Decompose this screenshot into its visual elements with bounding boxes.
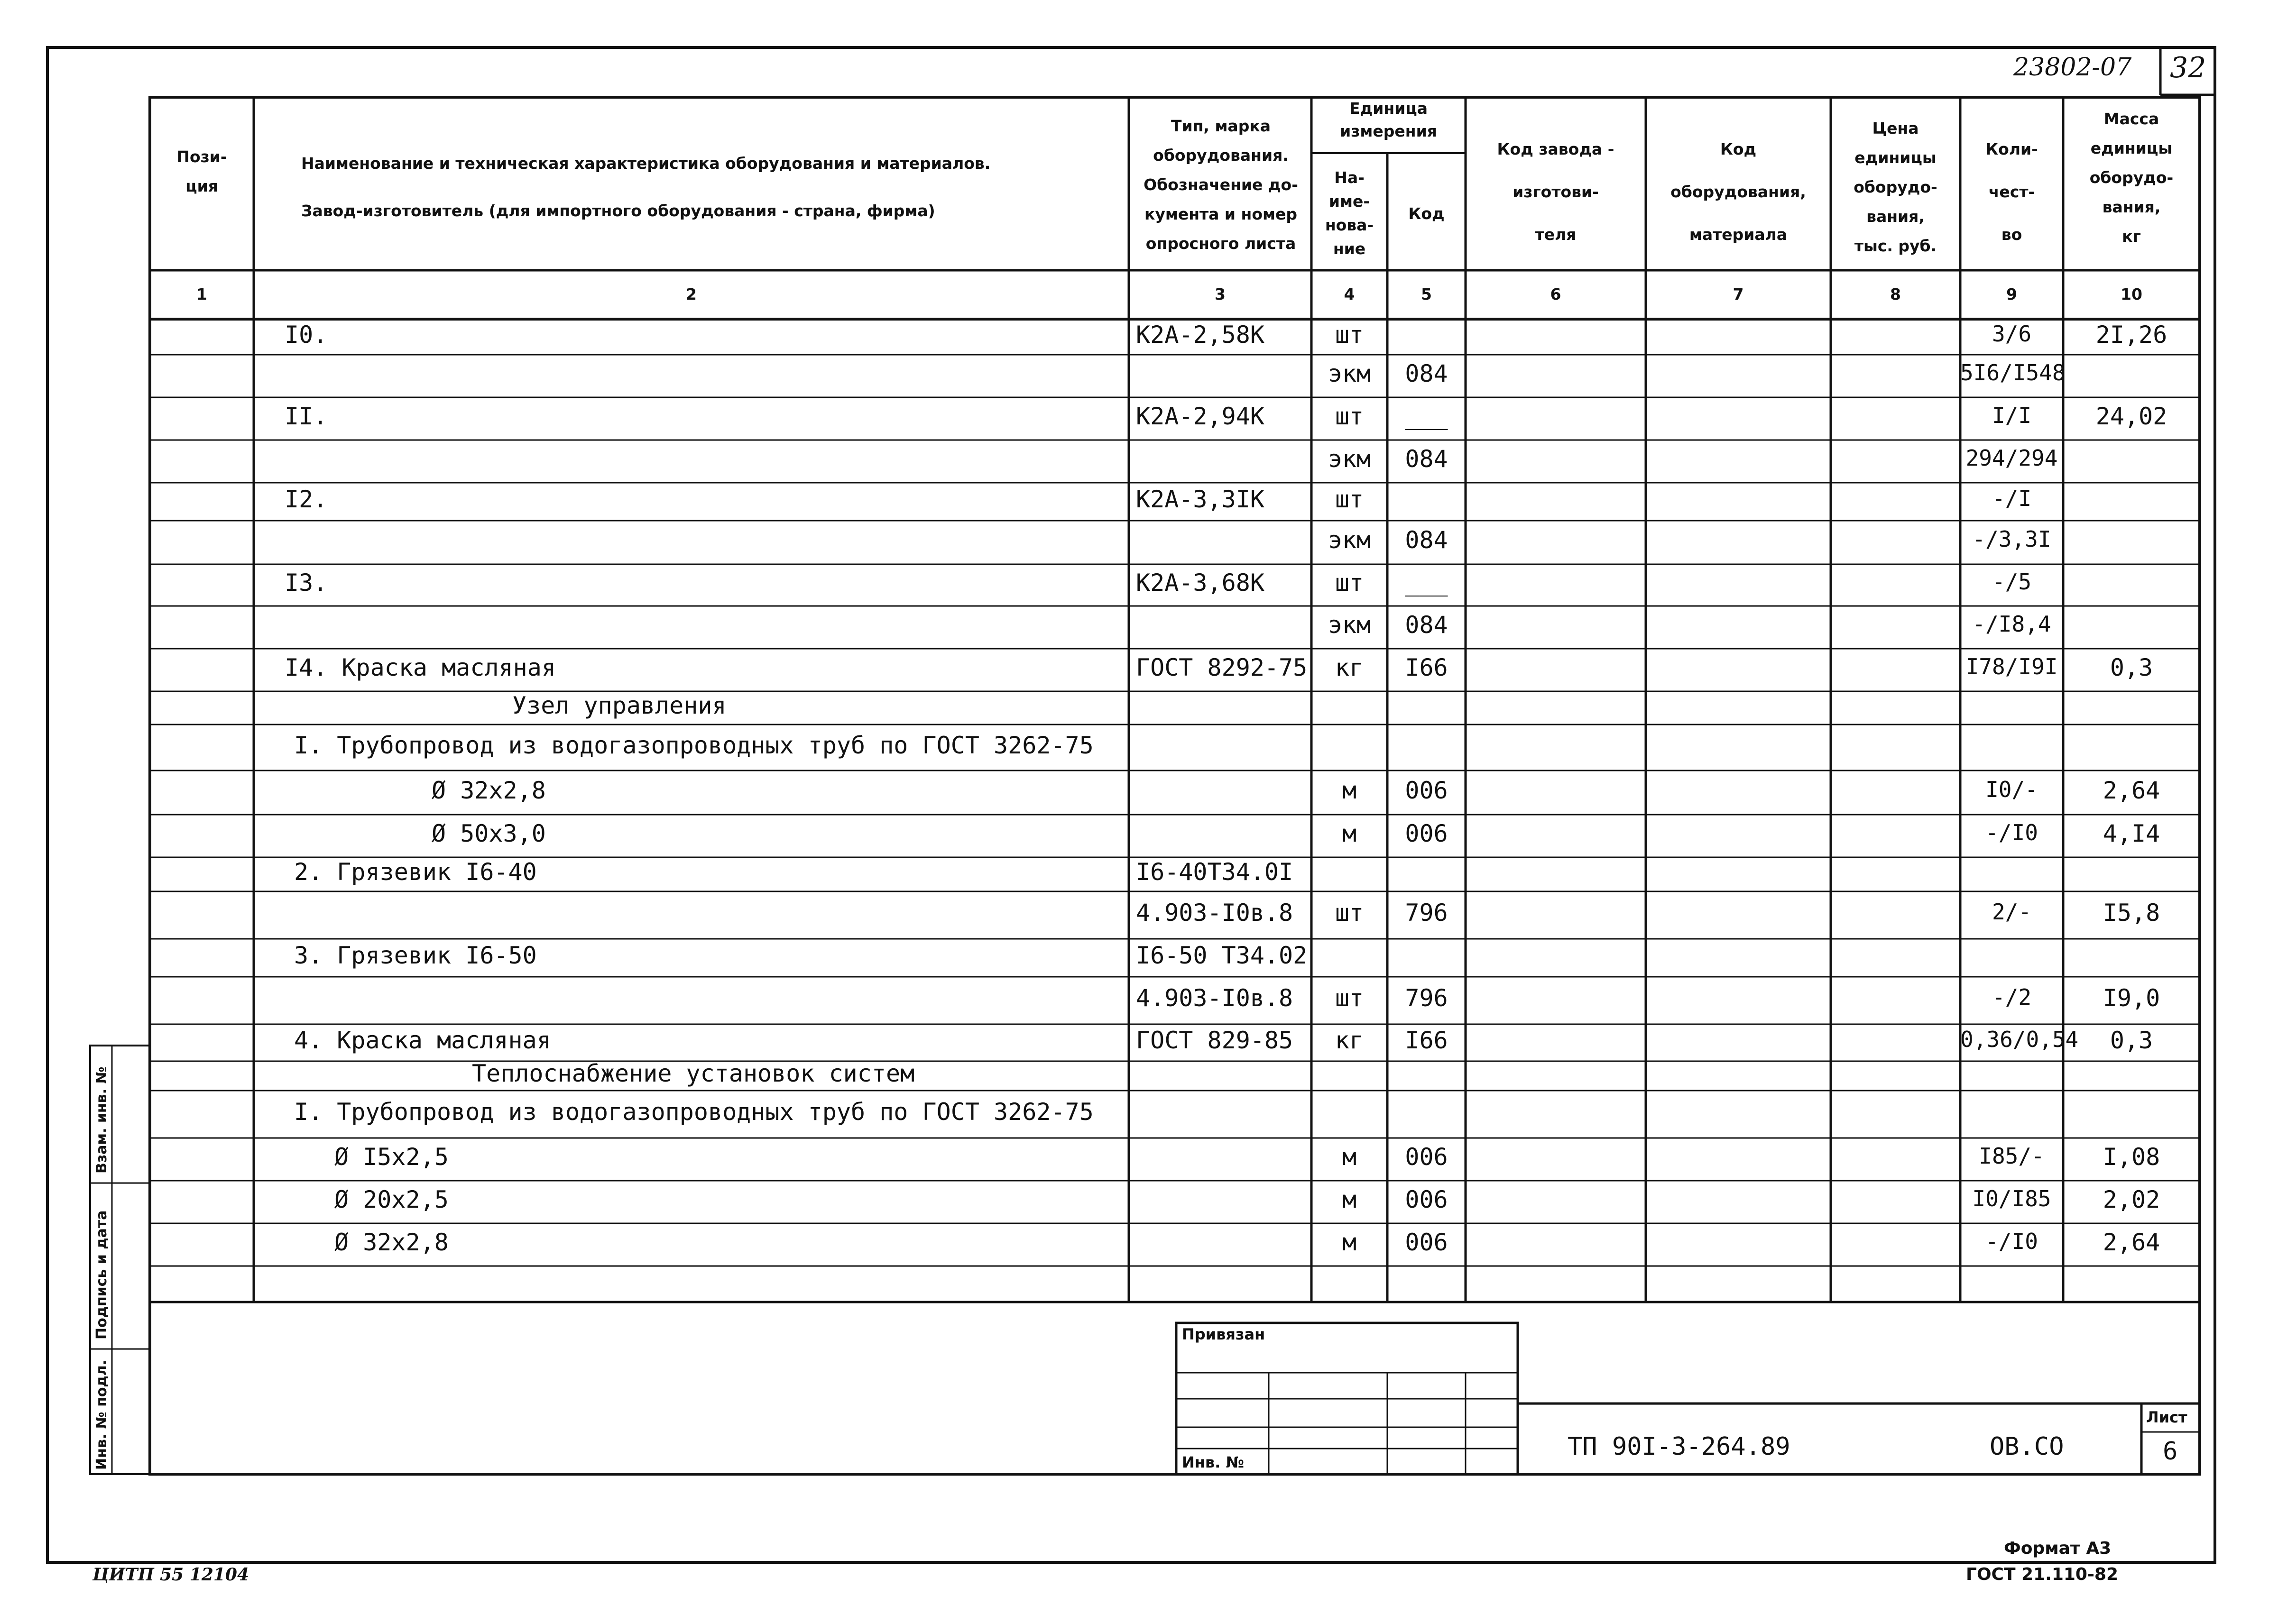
footer-left: ЦИТП 55 12104 [92,1565,249,1585]
doc-number: 23802-07 [2013,53,2132,82]
col-num-7: 7 [1733,285,1744,303]
cell-unit: шт [1335,899,1364,927]
cell-code: 006 [1405,1229,1448,1256]
cell-name: I. Трубопровод из водогазопроводных труб по ГОСТ 3262-75 [294,731,1094,759]
cell-type: К2А-2,94К [1136,403,1264,430]
cell-type: 4.903-I0в.8 [1136,899,1293,927]
cell-mass: 0,3 [2110,654,2153,681]
cell-name: Теплоснабжение установок систем [472,1060,915,1087]
cell-name: II. [285,403,328,430]
cell-code: 084 [1405,445,1448,473]
cell-unit: шт [1335,486,1364,513]
col-num-9: 9 [2006,285,2017,303]
col-num-2: 2 [686,285,697,303]
cell-type: К2А-3,68К [1136,569,1264,596]
cell-name: Ø I5x2,5 [334,1143,449,1171]
cell-unit: м [1342,820,1357,847]
cell-qty: 5I6/I548 [1960,360,2066,385]
cell-name: Узел управления [512,692,727,719]
cell-type: I6-40Т34.0I [1136,858,1293,886]
cell-unit: шт [1335,569,1364,596]
cell-type: К2А-3,3IК [1136,486,1264,513]
cell-mass: I5,8 [2103,899,2160,927]
cell-code: 796 [1405,899,1448,927]
cell-mass: I,08 [2103,1143,2160,1171]
cell-name: Ø 32x2,8 [432,776,546,804]
cell-qty: 294/294 [1965,445,2058,471]
cell-qty: I0/- [1985,776,2038,802]
col-num-1: 1 [196,285,207,303]
cell-qty: I0/I85 [1972,1186,2051,1211]
cell-mass: 4,I4 [2103,820,2160,847]
cell-unit: кг [1335,654,1364,681]
cell-qty: -/2 [1992,984,2032,1010]
cell-type: 4.903-I0в.8 [1136,984,1293,1012]
cell-code: 084 [1405,526,1448,554]
cell-type: I6-50 Т34.02 [1136,942,1308,969]
header-col8: Цена единицы оборудо- вания, тыс. руб. [1854,119,1937,255]
page-number: 32 [2170,51,2206,84]
cell-code: I66 [1405,654,1448,681]
inv-podl-label: Инв. № подл. [93,1359,110,1470]
inv-label: Инв. № [1182,1453,1244,1471]
cell-qty: 3/6 [1992,321,2032,347]
cell-name: Ø 50x3,0 [432,820,546,847]
col-num-5: 5 [1421,285,1432,303]
cell-name: I4. Краска масляная [285,654,556,681]
cell-qty: -/I [1992,486,2032,511]
header-col7: Код оборудования, материала [1670,140,1806,244]
cell-mass: 2,02 [2103,1186,2160,1213]
cell-unit: м [1342,776,1357,804]
header-unit: Единица измерения [1340,99,1437,140]
cell-qty: 2/- [1992,899,2032,925]
cell-code: 796 [1405,984,1448,1012]
cell-code: 006 [1405,1186,1448,1213]
cell-unit: м [1342,1186,1357,1213]
cell-name: Ø 20x2,5 [334,1186,449,1213]
cell-code: ___ [1405,569,1448,596]
cell-type: К2А-2,58К [1136,321,1264,349]
cell-unit: шт [1335,403,1364,430]
cell-mass: 2,64 [2103,1229,2160,1256]
cell-code: 006 [1405,1143,1448,1171]
cell-qty: I78/I9I [1965,654,2058,679]
cell-qty: I85/- [1979,1143,2045,1169]
cell-unit: экм [1328,445,1371,473]
cell-mass: I9,0 [2103,984,2160,1012]
cell-qty: -/3,3I [1972,526,2051,552]
header-col10: Масса единицы оборудо- вания, кг [2089,110,2174,246]
cell-mass: 2I,26 [2095,321,2168,349]
cell-type: ГОСТ 8292-75 [1136,654,1308,681]
header-col6: Код завода - изготови- теля [1497,140,1614,244]
doc-code: ТП 90I-3-264.89 [1568,1432,1790,1461]
header-col2: Наименование и техническая характеристика оборудования и материалов. Завод-изготовитель (для импортного оборудования - страна, фирма) [301,154,991,220]
header-col1: Пози- ция [176,147,227,195]
footer-format: Формат А3 [2004,1539,2112,1558]
cell-qty: -/I0 [1985,820,2038,845]
cell-mass: 24,02 [2095,403,2168,430]
privyazan-label: Привязан [1182,1325,1265,1343]
footer-gost: ГОСТ 21.110-82 [1966,1565,2119,1584]
cell-unit: м [1342,1143,1357,1171]
cell-qty: -/I0 [1985,1229,2038,1254]
cell-qty: -/I8,4 [1972,611,2051,637]
col-num-3: 3 [1215,285,1226,303]
cell-name: 2. Грязевик I6-40 [294,858,537,886]
cell-unit: экм [1328,360,1371,387]
cell-code: I66 [1405,1027,1448,1054]
cell-type: ГОСТ 829-85 [1136,1027,1293,1054]
cell-unit: м [1342,1229,1357,1256]
col-num-10: 10 [2121,285,2142,303]
col-num-8: 8 [1890,285,1901,303]
cell-unit: экм [1328,526,1371,554]
col-num-4: 4 [1344,285,1355,303]
cell-name: 4. Краска масляная [294,1027,551,1054]
cell-qty: 0,36/0,54 [1960,1027,2079,1052]
cell-code: 006 [1405,820,1448,847]
sheet-number: 6 [2163,1437,2178,1466]
cell-mass: 0,3 [2110,1027,2153,1054]
cell-name: Ø 32x2,8 [334,1229,449,1256]
cell-mass: 2,64 [2103,776,2160,804]
cell-code: 084 [1405,360,1448,387]
cell-code: ___ [1405,403,1448,430]
header-col9: Коли- чест- во [1985,140,2038,244]
cell-code: 084 [1405,611,1448,639]
cell-name: I. Трубопровод из водогазопроводных труб по ГОСТ 3262-75 [294,1098,1094,1126]
header-col3: Тип, марка оборудования. Обозначение до- кумента и номер опросного листа [1144,117,1298,253]
cell-unit: шт [1335,321,1364,349]
cell-name: 3. Грязевик I6-50 [294,942,537,969]
header-col5: Код [1408,204,1445,223]
cell-unit: шт [1335,984,1364,1012]
cell-unit: экм [1328,611,1371,639]
podpis-label: Подпись и дата [93,1210,110,1340]
cell-unit: кг [1335,1027,1364,1054]
cell-code: 006 [1405,776,1448,804]
cell-name: I3. [285,569,328,596]
vzam-label: Взам. инв. № [93,1066,110,1174]
cell-name: I0. [285,321,328,349]
col-num-6: 6 [1550,285,1561,303]
section-code: ОВ.СО [1990,1432,2064,1461]
cell-qty: -/5 [1992,569,2032,595]
cell-qty: I/I [1992,403,2032,428]
header-col4: На- име- нова- ние [1325,168,1374,258]
cell-name: I2. [285,486,328,513]
sheet-label: Лист [2146,1408,2187,1426]
